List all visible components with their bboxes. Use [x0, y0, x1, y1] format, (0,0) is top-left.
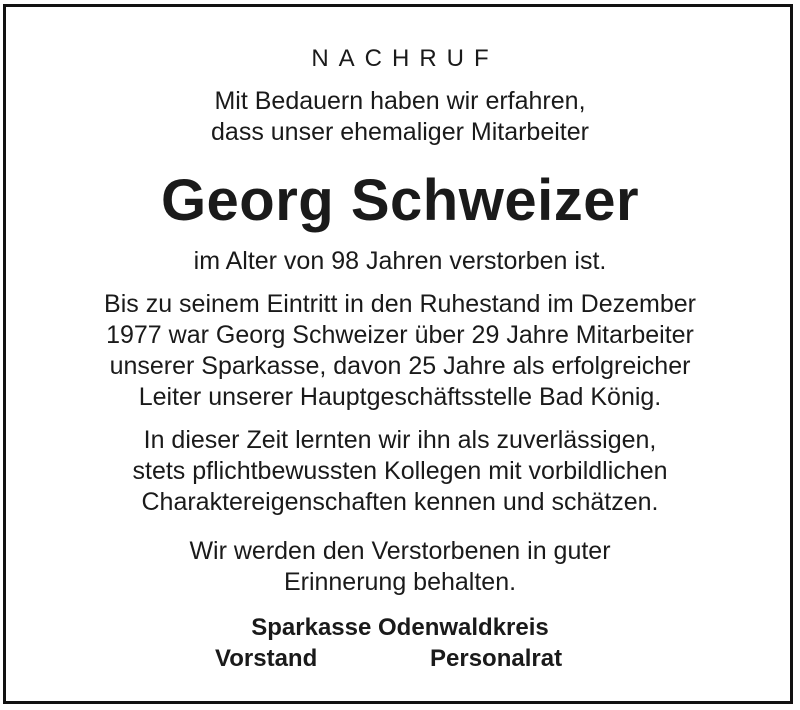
deceased-name: Georg Schweizer: [160, 168, 640, 233]
intro-paragraph: [0, 86, 800, 148]
character-line: In dieser Zeit lernten wir ihn als zuverlässigen,: [143, 426, 657, 454]
character-line: Charaktereigenschaften kennen und schätzen.: [141, 488, 659, 516]
career-line: 1977 war Georg Schweizer über 29 Jahre Mitarbeiter: [106, 321, 694, 349]
career-line: Leiter unserer Hauptgeschäftsstelle Bad König.: [138, 383, 662, 411]
closing-line: Erinnerung behalten.: [283, 568, 517, 596]
character-line: stets pflichtbewussten Kollegen mit vorbildlichen: [132, 457, 668, 485]
career-paragraph: [0, 289, 800, 413]
closing-paragraph: [0, 536, 800, 598]
notice-heading: NACHRUF: [311, 45, 499, 72]
signature-organization: Sparkasse Odenwaldkreis: [251, 614, 549, 641]
career-line: Bis zu seinem Eintritt in den Ruhestand im Dezember: [104, 290, 696, 318]
intro-line: dass unser ehemaliger Mitarbeiter: [211, 118, 589, 146]
signature-block: [0, 612, 800, 672]
career-line: unserer Sparkasse, davon 25 Jahre als erfolgreicher: [109, 352, 691, 380]
closing-line: Wir werden den Verstorbenen in guter: [189, 537, 611, 565]
signature-council: Personalrat: [430, 645, 563, 672]
intro-line: Mit Bedauern haben wir erfahren,: [214, 87, 586, 115]
character-paragraph: [0, 425, 800, 518]
signature-board: Vorstand: [215, 645, 318, 672]
age-line: im Alter von 98 Jahren verstorben ist.: [193, 247, 607, 275]
age-paragraph: [0, 246, 800, 277]
